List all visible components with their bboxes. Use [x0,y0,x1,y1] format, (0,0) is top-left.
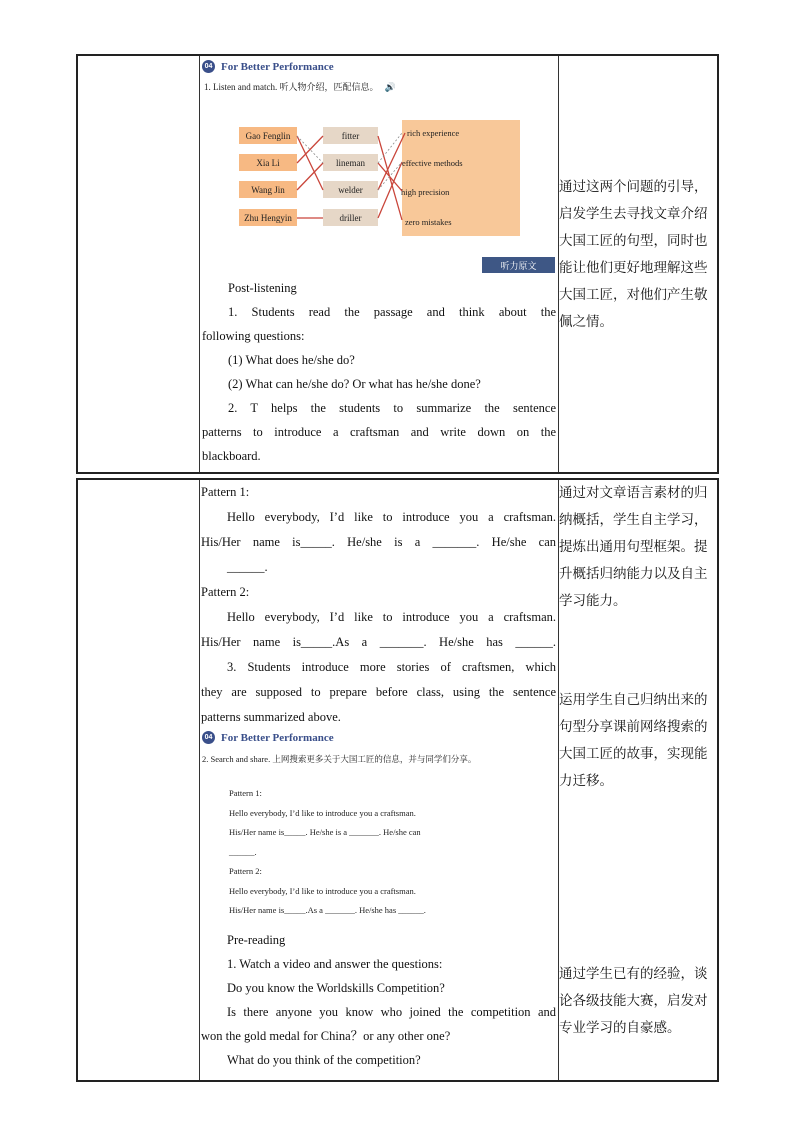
name-zhu-hengyin[interactable]: Zhu Hengyin [239,209,297,226]
lesson-table-row-1 [76,54,719,474]
post-listening-title: Post-listening [228,281,297,295]
patterns-block [201,480,556,730]
match-line [378,163,402,191]
slide-pattern-line: His/Her name is_____.As a _______. He/she has ______. [229,905,426,915]
pattern-1-line: His/Her name is_____. He/she is a _______. He/she can [201,535,556,549]
slide-title: For Better Performance [221,731,334,744]
slide-header [202,731,334,744]
job-fitter[interactable]: fitter [323,127,378,144]
step-2-line: patterns to introduce a craftsman and write down on the [202,425,556,439]
slide-instruction: 2. Search and share. 上网搜索更多关于大国工匠的信息，并与同学们分享。 [202,754,477,764]
step-2-line: 2. T helps the students to summarize the sentence [228,401,556,415]
pre-reading-question: Is there anyone you know who joined the competition and [227,1005,556,1019]
slide-pattern-line: ______. [229,846,257,857]
speaker-icon[interactable]: 🔊 [384,82,396,92]
section-badge: 04 [202,60,215,73]
slide-pattern-line: Hello everybody, I’d like to introduce you a craftsman. [229,807,416,818]
pre-reading-block [201,928,556,1072]
pattern-2-line: His/Her name is_____.As a _______. He/she has ______. [201,635,556,649]
pre-reading-step-1: 1. Watch a video and answer the questions: [227,957,443,971]
slide-title: For Better Performance [221,60,334,73]
teaching-note-2: 运用学生自己归纳出来的句型分享课前网络搜索的大国工匠的故事，实现能力迁移。 [559,692,708,789]
section-badge: 04 [202,731,215,744]
slide-pattern-2-title: Pattern 2: [229,866,262,876]
result-effective-methods[interactable]: effective methods [402,158,463,168]
teaching-note: 通过这两个问题的引导，启发学生去寻找文章介绍大国工匠的句型，同时也能让他们更好地理解这些大国工匠，对他们产生敬佩之情。 [559,179,708,330]
pre-reading-question: What do you think of the competition? [227,1053,421,1067]
pattern-1-title: Pattern 1: [201,485,250,499]
pattern-2-title: Pattern 2: [201,585,250,599]
pattern-1-line: Hello everybody, I’d like to introduce you a craftsman. [227,510,556,524]
teaching-note-3: 通过学生已有的经验，谈论各级技能大赛，启发对专业学习的自豪感。 [559,966,708,1036]
job-driller[interactable]: driller [323,209,378,226]
post-listening-block [202,276,556,468]
match-line [297,163,323,190]
slide-pattern-1-title: Pattern 1: [229,788,262,798]
question-2: (2) What can he/she do? Or what has he/she done? [228,377,481,391]
name-gao-fenglin[interactable]: Gao Fenglin [239,127,297,144]
lesson-table-row-2 [76,478,719,1082]
match-line [297,136,323,190]
match-line [378,136,402,220]
result-high-precision[interactable]: high precision [401,187,450,197]
pattern-2-line: Hello everybody, I’d like to introduce you a craftsman. [227,610,556,624]
step-3-line: 3. Students introduce more stories of craftsmen, which [227,660,556,674]
slide-pattern-line: Hello everybody, I’d like to introduce you a craftsman. [229,885,416,896]
search-share-slide [202,731,556,921]
column-divider [199,480,200,1080]
pre-reading-question: won the gold medal for China？or any other one? [201,1029,451,1043]
question-intro-line: 1. Students read the passage and think about the [228,305,556,319]
pattern-1-line: ______. [227,560,268,574]
step-3-line: they are supposed to prepare before class, using the sentence [201,685,556,699]
question-intro-line: following questions: [202,329,305,343]
teaching-note-1: 通过对文章语言素材的归纳概括，学生自主学习，提炼出通用句型框架。提升概括归纳能力以及自主学习能力。 [559,485,708,609]
result-rich-experience[interactable]: rich experience [407,128,460,138]
result-zero-mistakes[interactable]: zero mistakes [405,217,452,227]
name-wang-jin[interactable]: Wang Jin [239,181,297,198]
slide-patterns [229,784,549,921]
slide-pattern-line: His/Her name is_____. He/she is a _______. He/she can [229,827,421,837]
question-1: (1) What does he/she do? [228,353,355,367]
transcript-button[interactable]: 听力原文 [482,257,555,273]
pre-reading-title: Pre-reading [227,933,286,947]
step-2-line: blackboard. [202,449,261,463]
instruction-text: 1. Listen and match. 听人物介绍，匹配信息。 [204,82,379,92]
step-3-line: patterns summarized above. [201,710,341,724]
job-welder[interactable]: welder [323,181,378,198]
listen-match-slide [202,60,556,274]
job-lineman[interactable]: lineman [323,154,378,171]
pre-reading-question: Do you know the Worldskills Competition? [227,981,445,995]
column-divider [199,56,200,472]
match-lines [202,60,556,274]
name-xia-li[interactable]: Xia Li [239,154,297,171]
